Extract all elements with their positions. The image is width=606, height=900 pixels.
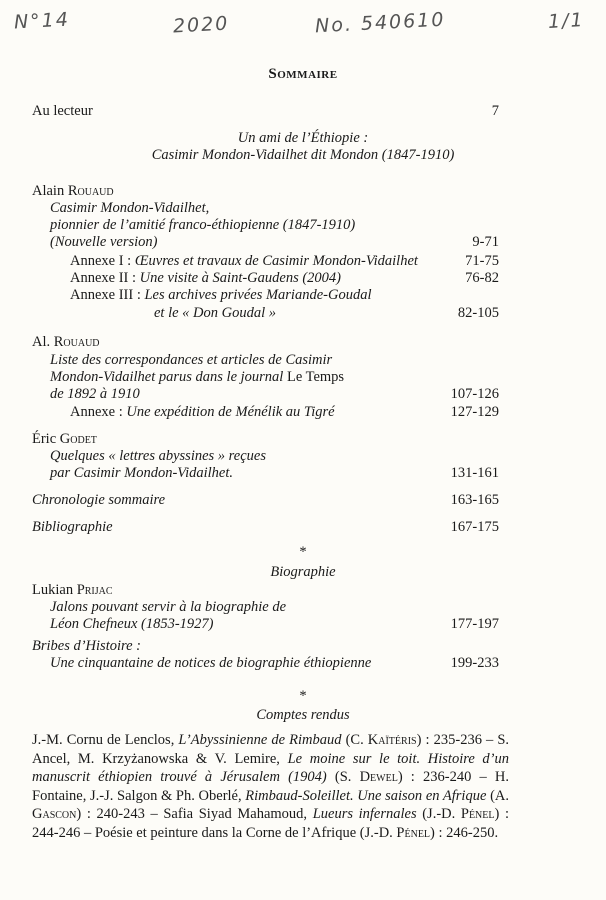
- review-book-title: L’Abyssinienne de Rimbaud: [178, 732, 342, 748]
- toc-page-section1: 9-71: [472, 234, 499, 250]
- handwritten-note-reference: No. 540610: [314, 8, 446, 38]
- annex2-title: Une visite à Saint-Gaudens (2004): [139, 270, 342, 286]
- annex1-entry: [70, 253, 418, 270]
- section2-annex-page: 127-129: [450, 404, 499, 420]
- author-last-name: Rouaud: [67, 183, 114, 199]
- annex3-page: 82-105: [457, 305, 499, 321]
- page-title: Sommaire: [268, 66, 338, 82]
- review-text: ) : 236-240 – H. Fontaine, J.-J. Salgon & Ph. Oberlé,: [32, 769, 509, 804]
- review-book-title: Rimbaud-Soleillet. Une saison en Afrique: [245, 787, 487, 804]
- toc-entry-chronologie: Chronologie sommaire: [32, 492, 166, 508]
- annex3-entry: [70, 287, 371, 304]
- reviewer-name: Gascon: [32, 806, 77, 822]
- article-line3: de 1892 à 1910: [50, 386, 140, 402]
- section2-annex-entry: [70, 404, 335, 421]
- toc-page-bribes: 199-233: [450, 655, 499, 671]
- reviewer-name: Pénel: [396, 824, 431, 841]
- review-text: ) : 235-236 – S. Ancel, M. Krzyżanowska & V. Lemire,: [32, 732, 510, 767]
- handwritten-note-number: N°14: [13, 8, 71, 34]
- toc-page-section4: 177-197: [450, 616, 499, 632]
- author-eric-godet: [32, 431, 97, 448]
- section-separator-star: *: [299, 544, 307, 560]
- review-text: ) : 246-250.: [430, 824, 499, 841]
- author-first-name: Al.: [32, 334, 54, 350]
- reviewer-name: Pénel: [460, 806, 495, 822]
- toc-page-chronologie: 163-165: [450, 492, 499, 508]
- review-text: (S.: [326, 769, 360, 785]
- annex1-title: Œuvres et travaux de Casimir Mondon-Vidailhet: [134, 253, 418, 269]
- annex2-label: Annexe II :: [70, 270, 140, 286]
- handwritten-note-page: 1/1: [547, 9, 586, 33]
- toc-entry-bribes-line2: Une cinquantaine de notices de biographie éthiopienne: [50, 655, 372, 671]
- annex1-page: 71-75: [465, 253, 499, 269]
- section-separator-star: *: [299, 688, 307, 704]
- review-text: (J.-D.: [416, 806, 461, 822]
- section-heading-biographie: Biographie: [270, 564, 336, 580]
- newspaper-name: Le Temps: [286, 369, 345, 385]
- article-title-line3: (Nouvelle version): [50, 234, 158, 250]
- comptes-rendus-paragraph: [32, 731, 509, 842]
- review-text: (A.: [486, 787, 509, 804]
- handwritten-note-year: 2020: [172, 12, 230, 38]
- author-first-name: Éric: [32, 431, 60, 447]
- author-last-name: Prijac: [76, 582, 113, 598]
- reviewer-name: Kaïtéris: [367, 732, 417, 748]
- section2-annex-title: Une expédition de Ménélik au Tigré: [126, 404, 335, 420]
- article-line1: Quelques « lettres abyssines » reçues: [50, 448, 266, 464]
- annex3-label: Annexe III :: [70, 287, 145, 303]
- article-line2: Léon Chefneux (1853-1927): [50, 616, 214, 632]
- toc-entry-bibliographie: Bibliographie: [32, 519, 113, 535]
- theme-heading-line1: Un ami de l’Éthiopie :: [237, 130, 369, 146]
- author-first-name: Lukian: [32, 582, 77, 598]
- theme-heading-line2: Casimir Mondon-Vidailhet dit Mondon (1847-1910): [151, 147, 455, 163]
- annex1-label: Annexe I :: [70, 253, 135, 269]
- author-lukian-prijac: [32, 582, 113, 599]
- article-line1: Jalons pouvant servir à la biographie de: [50, 599, 287, 615]
- article-line1: Liste des correspondances et articles de Casimir: [50, 352, 333, 368]
- review-text: (C.: [341, 732, 368, 748]
- author-last-name: Godet: [59, 431, 97, 447]
- reviewer-name: Dewel: [359, 769, 398, 785]
- toc-page-au-lecteur: 7: [491, 103, 499, 119]
- review-text: ) : 240-243 – Safia Siyad Mahamoud,: [76, 806, 313, 822]
- article-line2: par Casimir Mondon-Vidailhet.: [50, 465, 233, 481]
- annex2-page: 76-82: [465, 270, 499, 286]
- section2-annex-label: Annexe :: [70, 404, 127, 420]
- review-book-title: Le moine sur le toit. Histoire d’un manuscrit éthiopien trouvé à Jérusalem (1904): [32, 750, 509, 785]
- article-line2: [50, 369, 344, 386]
- review-text: ) : 244-246 – Poésie et peinture dans la Corne de l’Afrique (J.-D.: [32, 806, 509, 841]
- review-book-title: Lueurs infernales: [312, 806, 417, 822]
- annex3-title: Les archives privées Mariande-Goudal: [144, 287, 372, 303]
- article-line2-text: Mondon-Vidailhet parus dans le journal: [50, 369, 287, 385]
- article-title-line1: Casimir Mondon-Vidailhet,: [50, 200, 210, 216]
- section-heading-comptes-rendus: Comptes rendus: [256, 707, 350, 723]
- toc-entry-au-lecteur: Au lecteur: [32, 103, 93, 119]
- annex3-title-line2: et le « Don Goudal »: [154, 305, 277, 321]
- author-alain-rouaud: [32, 183, 114, 200]
- review-text: J.-M. Cornu de Lenclos,: [32, 732, 179, 748]
- author-first-name: Alain: [32, 183, 68, 199]
- author-al-rouaud: [32, 334, 100, 351]
- annex2-entry: [70, 270, 341, 287]
- toc-page-bibliographie: 167-175: [450, 519, 499, 535]
- author-last-name: Rouaud: [53, 334, 100, 350]
- toc-entry-bribes: Bribes d’Histoire :: [32, 638, 142, 654]
- article-title-line2: pionnier de l’amitié franco-éthiopienne (1847-1910): [50, 217, 356, 233]
- toc-page-section2: 107-126: [450, 386, 499, 402]
- toc-page-section3: 131-161: [450, 465, 499, 481]
